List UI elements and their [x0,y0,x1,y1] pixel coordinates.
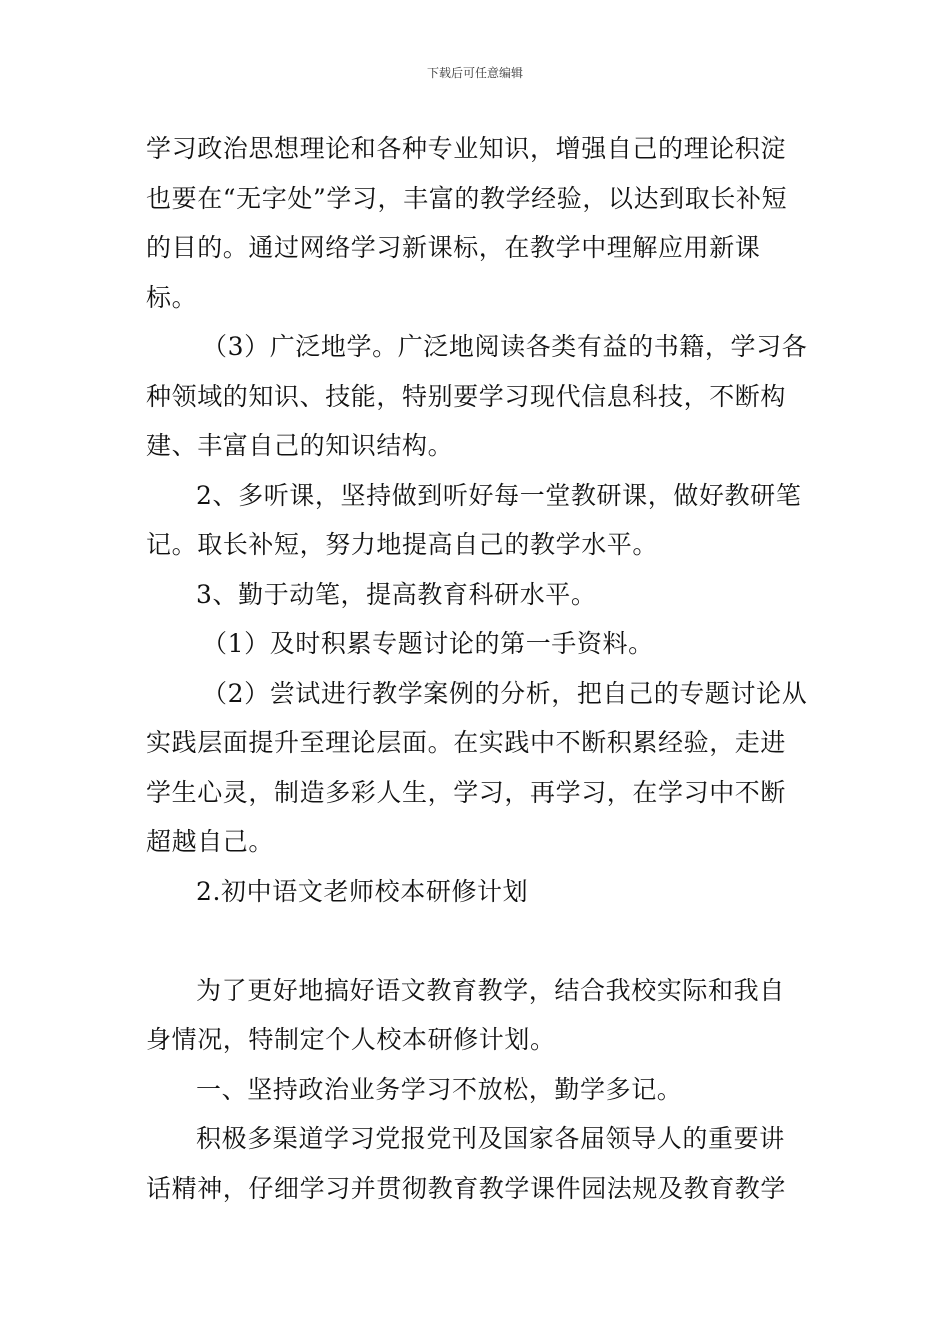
paragraph-write: 3、勤于动笔，提高教育科研水平。 [196,579,597,609]
section-spacer [146,916,810,966]
section-heading: 2.初中语文老师校本研修计划 [196,876,529,906]
paragraph-listen-class: 2、多听课，坚持做到听好每一堂教研课，做好教研笔记。取长补短，努力地提高自己的教学水平。 [146,480,802,559]
paragraph-point-1: 一、坚持政治业务学习不放松，勤学多记。 [196,1074,683,1104]
paragraph-continued: 学习政治思想理论和各种专业知识，增强自己的理论积淀也要在“无字处”学习，丰富的教学经验，以达到取长补短的目的。通过网络学习新课标，在教学中理解应用新课标。 [146,134,788,312]
paragraph-study: 积极多渠道学习党报党刊及国家各届领导人的重要讲话精神，仔细学习并贯彻教育教学课件园法规及教育教学 [146,1124,787,1203]
paragraph-intro: 为了更好地搞好语文教育教学，结合我校实际和我自身情况，特制定个人校本研修计划。 [146,975,785,1054]
paragraph-item-3: （3）广泛地学。广泛地阅读各类有益的书籍，学习各种领域的知识、技能，特别要学习现代信息科技，不断构建、丰富自己的知识结构。 [146,332,808,460]
paragraph-sub-2: （2）尝试进行教学案例的分析，把自己的专题讨论从实践层面提升至理论层面。在实践中不断积累经验，走进学生心灵，制造多彩人生，学习，再学习，在学习中不断超越自己。 [146,678,808,856]
document-body [146,124,810,1213]
page-header: 下载后可任意编辑 [426,66,523,80]
paragraph-sub-1: （1）及时积累专题讨论的第一手资料。 [202,629,654,658]
